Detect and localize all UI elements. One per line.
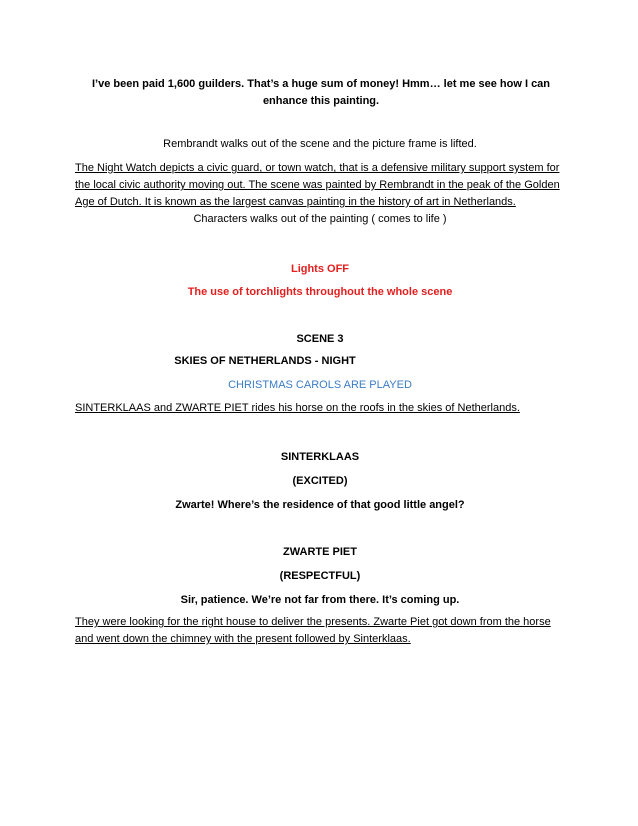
action-sinterklaas-rides: SINTERKLAAS and ZWARTE PIET rides his horse on the roofs in the skies of Netherlands. xyxy=(75,402,520,414)
dialogue-where-residence: Zwarte! Where’s the residence of that good little angel? xyxy=(175,499,465,511)
torchlights-cue: The use of torchlights throughout the whole scene xyxy=(187,286,453,298)
scene-location: SKIES OF NETHERLANDS - NIGHT xyxy=(174,355,356,367)
action-looking-for-house: They were looking for the right house to deliver the presents. Zwarte Piet got down from the horse and went down the chimney with the present followed by Sinterklaas. xyxy=(75,616,551,645)
character-sinterklaas: SINTERKLAAS xyxy=(280,451,360,463)
description-night-watch: The Night Watch depicts a civic guard, or town watch, that is a defensive military support system for the local civic authority moving out. The scene was painted by Rembrandt in the peak of the Golden Age of Dutch. It is known as the largest canvas painting in the history of art in Netherlands. xyxy=(75,162,560,208)
music-cue: CHRISTMAS CAROLS ARE PLAYED xyxy=(228,379,412,391)
dialogue-sir-patience: Sir, patience. We’re not far from there. It’s coming up. xyxy=(180,594,460,606)
character-zwarte-piet: ZWARTE PIET xyxy=(283,546,357,558)
lights-off-cue: Lights OFF xyxy=(290,263,350,275)
parenthetical-respectful: (RESPECTFUL) xyxy=(279,570,361,582)
action-characters-come-to-life: Characters walks out of the painting ( comes to life ) xyxy=(193,213,447,225)
action-rembrandt-walks-out: Rembrandt walks out of the scene and the picture frame is lifted. xyxy=(163,138,477,150)
scene-heading: SCENE 3 xyxy=(296,333,344,345)
parenthetical-excited: (EXCITED) xyxy=(292,475,348,487)
dialogue-line-paid-guilders: I’ve been paid 1,600 guilders. That’s a huge sum of money! Hmm… let me see how I can enhance this painting. xyxy=(91,78,551,107)
